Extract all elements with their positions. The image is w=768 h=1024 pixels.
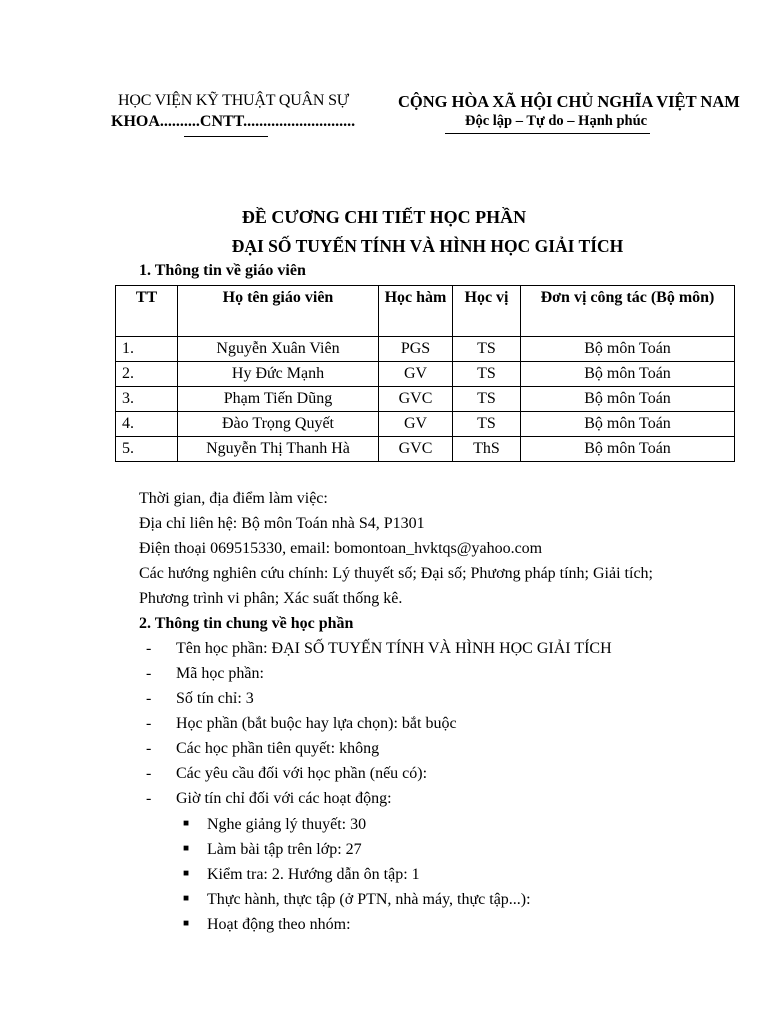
header-right-underline [445, 133, 650, 134]
exam-hours: Kiểm tra: 2. Hướng dẫn ôn tập: 1 [207, 866, 420, 883]
cell-hoc-vi: TS [453, 362, 521, 387]
cell-don-vi: Bộ môn Toán [521, 362, 735, 387]
cell-hoc-ham: PGS [379, 337, 453, 362]
credits: Số tín chỉ: 3 [176, 690, 254, 707]
sub-list-item [183, 841, 362, 859]
bullet-icon: ■ [183, 842, 190, 854]
list-item [146, 640, 612, 658]
section1-heading: 1. Thông tin về giáo viên [139, 262, 306, 279]
group-activity: Hoạt động theo nhóm: [207, 916, 351, 933]
work-time-place: Thời gian, địa điểm làm việc: [139, 490, 328, 507]
prerequisites: Các học phần tiên quyết: không [176, 740, 380, 757]
teacher-table [115, 285, 735, 462]
column-header-tt: TT [116, 286, 178, 337]
faculty-name: KHOA..........CNTT............................ [111, 113, 356, 130]
cell-tt: 3. [116, 387, 178, 412]
cell-name: Phạm Tiến Dũng [178, 387, 379, 412]
bullet-icon: ■ [183, 817, 190, 829]
sub-list-item [183, 816, 366, 834]
cell-tt: 1. [116, 337, 178, 362]
column-header-name: Họ tên giáo viên [178, 286, 379, 337]
dash-marker: - [146, 715, 152, 732]
sub-list-item [183, 891, 531, 909]
cell-tt: 5. [116, 437, 178, 462]
cell-tt: 4. [116, 412, 178, 437]
cell-hoc-ham: GV [379, 362, 453, 387]
cell-hoc-ham: GVC [379, 437, 453, 462]
table-row [116, 337, 735, 362]
cell-hoc-vi: TS [453, 387, 521, 412]
bullet-icon: ■ [183, 867, 190, 879]
cell-hoc-vi: ThS [453, 437, 521, 462]
national-motto: Độc lập – Tự do – Hạnh phúc [465, 113, 648, 129]
table-row [116, 412, 735, 437]
cell-hoc-vi: TS [453, 412, 521, 437]
research-directions: Các hướng nghiên cứu chính: Lý thuyết số; Đại số; Phương pháp tính; Giải tích; [139, 565, 653, 582]
course-title: ĐẠI SỐ TUYẾN TÍNH VÀ HÌNH HỌC GIẢI TÍCH [231, 236, 624, 256]
course-type: Học phần (bắt buộc hay lựa chọn): bắt buộc [176, 715, 457, 732]
list-item [146, 665, 264, 683]
requirements: Các yêu cầu đối với học phần (nếu có): [176, 765, 428, 782]
cell-don-vi: Bộ môn Toán [521, 412, 735, 437]
header-left-underline [184, 136, 268, 137]
national-title: CỘNG HÒA XÃ HỘI CHỦ NGHĨA VIỆT NAM [398, 92, 740, 111]
dash-marker: - [146, 765, 152, 782]
cell-don-vi: Bộ môn Toán [521, 337, 735, 362]
contact-address: Địa chỉ liên hệ: Bộ môn Toán nhà S4, P1301 [139, 515, 425, 532]
dash-marker: - [146, 665, 152, 682]
cell-name: Nguyễn Xuân Viên [178, 337, 379, 362]
research-directions-cont: Phương trình vi phân; Xác suất thống kê. [139, 590, 403, 607]
exercise-hours: Làm bài tập trên lớp: 27 [207, 841, 362, 858]
sub-list-item [183, 916, 351, 934]
cell-name: Nguyễn Thị Thanh Hà [178, 437, 379, 462]
column-header-hoc-ham: Học hàm [379, 286, 453, 337]
table-row [116, 387, 735, 412]
cell-don-vi: Bộ môn Toán [521, 437, 735, 462]
dash-marker: - [146, 640, 152, 657]
table-row [116, 362, 735, 387]
table-header-row [116, 286, 735, 337]
list-item [146, 715, 457, 733]
cell-name: Hy Đức Mạnh [178, 362, 379, 387]
table-row [116, 437, 735, 462]
cell-don-vi: Bộ môn Toán [521, 387, 735, 412]
lecture-hours: Nghe giảng lý thuyết: 30 [207, 816, 367, 833]
list-item [146, 740, 379, 758]
column-header-hoc-vi: Học vị [453, 286, 521, 337]
list-item [146, 690, 254, 708]
cell-hoc-ham: GV [379, 412, 453, 437]
credit-hours: Giờ tín chỉ đối với các hoạt động: [176, 790, 392, 807]
dash-marker: - [146, 690, 152, 707]
course-code: Mã học phần: [176, 665, 264, 682]
bullet-icon: ■ [183, 892, 190, 904]
dash-marker: - [146, 790, 152, 807]
column-header-don-vi: Đơn vị công tác (Bộ môn) [521, 286, 735, 337]
cell-name: Đào Trọng Quyết [178, 412, 379, 437]
sub-list-item [183, 866, 420, 884]
document-title: ĐỀ CƯƠNG CHI TIẾT HỌC PHẦN [241, 207, 527, 227]
course-name: Tên học phần: ĐẠI SỐ TUYẾN TÍNH VÀ HÌNH HỌC GIẢI TÍCH [176, 640, 612, 657]
section2-heading: 2. Thông tin chung về học phần [139, 615, 354, 632]
bullet-icon: ■ [183, 917, 190, 929]
practice-hours: Thực hành, thực tập (ở PTN, nhà máy, thực tập...): [207, 891, 531, 908]
dash-marker: - [146, 740, 152, 757]
cell-hoc-vi: TS [453, 337, 521, 362]
phone-email: Điện thoại 069515330, email: bomontoan_hvktqs@yahoo.com [139, 540, 543, 557]
list-item [146, 765, 427, 783]
cell-hoc-ham: GVC [379, 387, 453, 412]
list-item [146, 790, 392, 808]
cell-tt: 2. [116, 362, 178, 387]
institution-name: HỌC VIỆN KỸ THUẬT QUÂN SỰ [118, 92, 349, 109]
